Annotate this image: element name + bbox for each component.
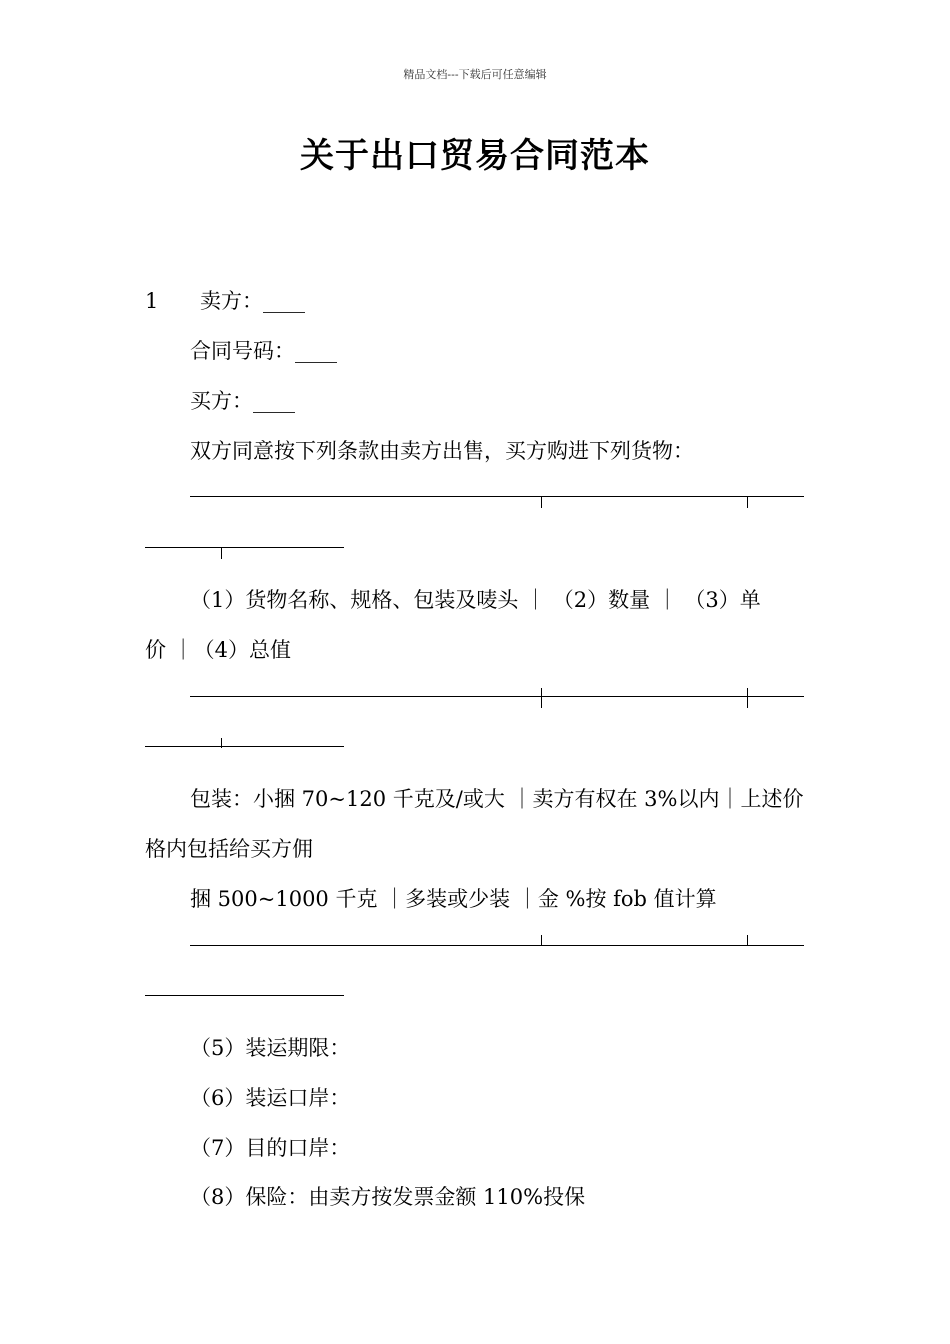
- buyer-field: 买方：____: [190, 389, 295, 413]
- table-rule-tick: [747, 688, 748, 708]
- table-rule-tick: [541, 496, 542, 508]
- table-rule-tick: [747, 935, 748, 945]
- contract-number-field: 合同号码：____: [190, 339, 337, 363]
- table-rule: [145, 547, 344, 548]
- packing-line: 包装：小捆 70~120 千克及/或大 ｜卖方有权在 3%以内｜上述价: [190, 787, 804, 811]
- table-rule-tick: [221, 547, 222, 559]
- table-rule-tick: [747, 496, 748, 508]
- table-rule-tick: [541, 935, 542, 945]
- agreement-intro: 双方同意按下列条款由卖方出售，买方购进下列货物：: [190, 439, 694, 463]
- table-rule: [190, 496, 804, 497]
- table-rule-tick: [221, 738, 222, 748]
- table-rule-tick: [541, 688, 542, 708]
- table-header-line: 价 ｜（4）总值: [145, 638, 292, 662]
- clause-item: （8）保险：由卖方按发票金额 110%投保: [190, 1185, 586, 1209]
- packing-line: 捆 500~1000 千克 ｜多装或少装 ｜金 %按 fob 值计算: [190, 887, 717, 911]
- table-rule: [190, 696, 804, 697]
- seller-field: 卖方：____: [200, 289, 305, 313]
- packing-line: 格内包括给买方佣: [145, 837, 313, 861]
- clause-item: （7）目的口岸：: [190, 1136, 351, 1160]
- table-rule: [145, 995, 344, 996]
- clause-number: 1: [145, 289, 159, 313]
- table-rule: [190, 945, 804, 946]
- clause-item: （5）装运期限：: [190, 1036, 351, 1060]
- table-rule: [145, 746, 344, 747]
- table-header-line: （1）货物名称、规格、包装及唛头 ｜ （2）数量 ｜ （3）单: [190, 588, 761, 612]
- clause-item: （6）装运口岸：: [190, 1086, 351, 1110]
- page-header: 精品文档---下载后可任意编辑: [403, 68, 547, 81]
- document-title: 关于出口贸易合同范本: [300, 136, 650, 176]
